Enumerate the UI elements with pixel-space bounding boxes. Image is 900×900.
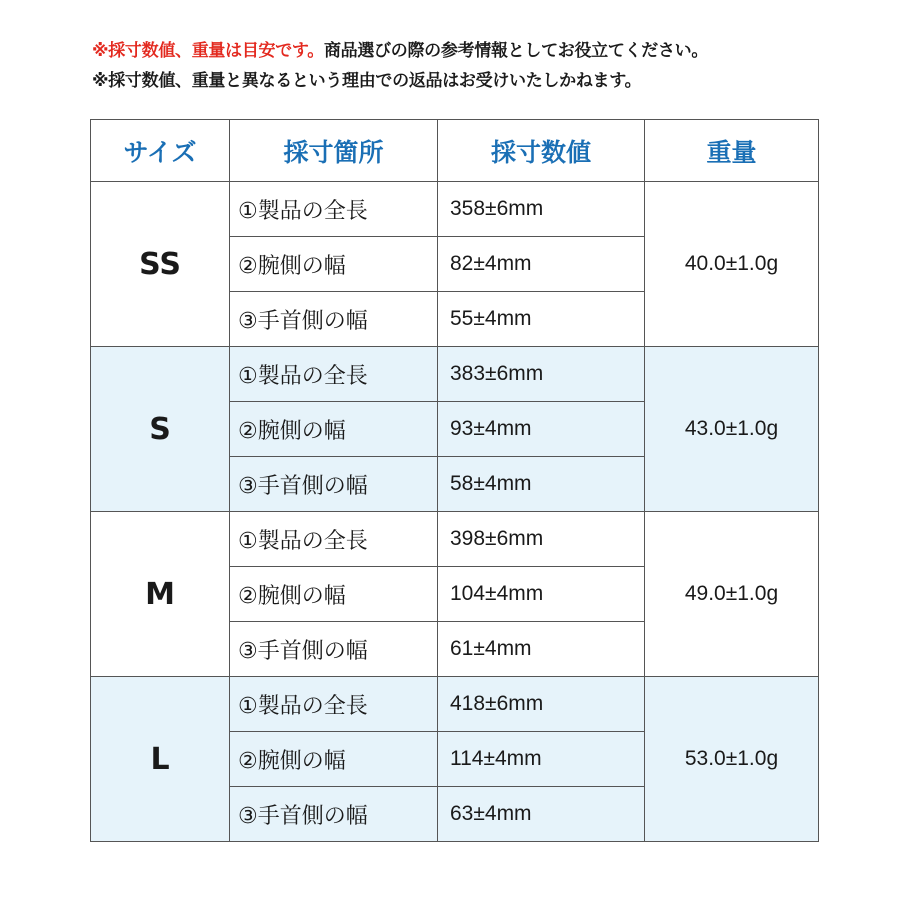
header-size: サイズ: [91, 120, 230, 182]
notes: [92, 36, 882, 96]
value-cell: 398±6mm: [438, 512, 645, 567]
value-cell: 58±4mm: [438, 457, 645, 512]
location-cell: ①製品の全長: [230, 512, 438, 567]
value-cell: 61±4mm: [438, 622, 645, 677]
location-cell: ③手首側の幅: [230, 457, 438, 512]
note-reference: 商品選びの際の参考情報としてお役立てください。: [323, 41, 709, 61]
location-cell: ③手首側の幅: [230, 787, 438, 842]
weight-cell: 53.0±1.0g: [645, 677, 819, 842]
note-warning: ※採寸数値、重量は目安です。: [92, 41, 324, 61]
value-cell: 55±4mm: [438, 292, 645, 347]
note-line-1: [92, 36, 882, 66]
location-cell: ②腕側の幅: [230, 567, 438, 622]
size-table: [90, 119, 819, 842]
location-cell: ③手首側の幅: [230, 622, 438, 677]
note-line-2: ※採寸数値、重量と異なるという理由での返品はお受けいたしかねます。: [92, 71, 642, 91]
location-cell: ②腕側の幅: [230, 237, 438, 292]
weight-cell: 49.0±1.0g: [645, 512, 819, 677]
value-cell: 104±4mm: [438, 567, 645, 622]
location-cell: ①製品の全長: [230, 347, 438, 402]
header-weight: 重量: [645, 120, 819, 182]
location-cell: ③手首側の幅: [230, 292, 438, 347]
weight-cell: 43.0±1.0g: [645, 347, 819, 512]
table-row: [91, 677, 819, 732]
table-row: [91, 182, 819, 237]
location-cell: ②腕側の幅: [230, 732, 438, 787]
table-row: [91, 347, 819, 402]
size-cell: M: [91, 512, 230, 677]
size-cell: L: [91, 677, 230, 842]
location-cell: ①製品の全長: [230, 677, 438, 732]
location-cell: ①製品の全長: [230, 182, 438, 237]
weight-cell: 40.0±1.0g: [645, 182, 819, 347]
value-cell: 93±4mm: [438, 402, 645, 457]
table-row: [91, 512, 819, 567]
size-cell: S: [91, 347, 230, 512]
value-cell: 383±6mm: [438, 347, 645, 402]
value-cell: 82±4mm: [438, 237, 645, 292]
value-cell: 63±4mm: [438, 787, 645, 842]
location-cell: ②腕側の幅: [230, 402, 438, 457]
value-cell: 418±6mm: [438, 677, 645, 732]
value-cell: 114±4mm: [438, 732, 645, 787]
header-row: [91, 120, 819, 182]
value-cell: 358±6mm: [438, 182, 645, 237]
size-cell: SS: [91, 182, 230, 347]
header-value: 採寸数値: [438, 120, 645, 182]
header-location: 採寸箇所: [230, 120, 438, 182]
